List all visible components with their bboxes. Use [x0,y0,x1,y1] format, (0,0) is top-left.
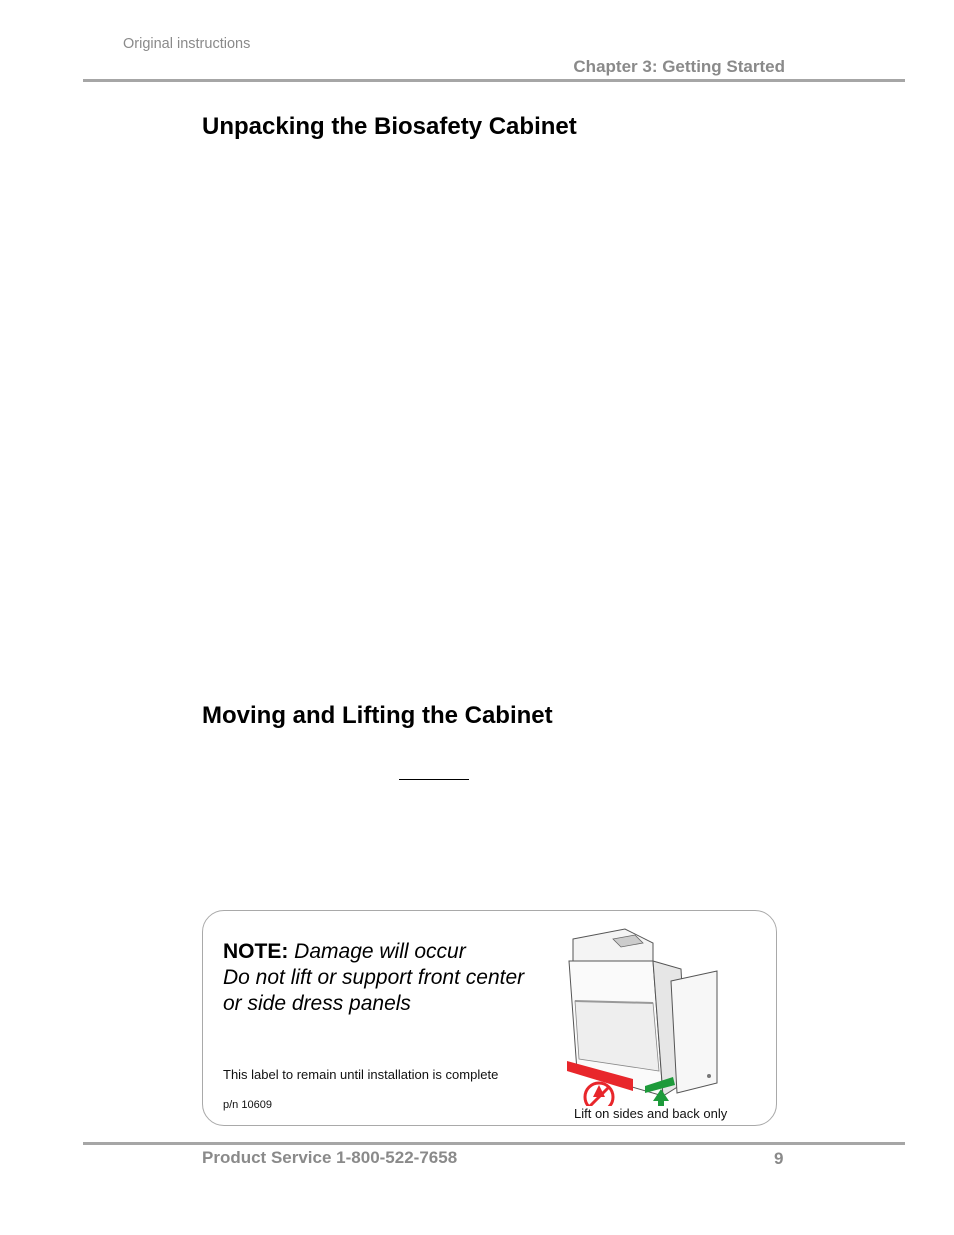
warning-label-image [202,910,777,1126]
lift-instruction: Lift on sides and back only [574,1106,728,1121]
original-instructions-note: Original instructions [123,36,251,52]
chapter-header: Chapter 3: Getting Started [573,57,785,76]
underline-mark [399,779,469,780]
product-service-phone: Product Service 1-800-522-7658 [202,1148,458,1167]
note-line-3: or side dress panels [223,992,411,1015]
warning-note [223,939,524,1017]
no-lift-icon [585,1083,613,1106]
cabinet-illustration [553,921,728,1106]
section-heading-unpacking: Unpacking the Biosafety Cabinet [202,113,577,140]
note-prefix: NOTE: [223,940,289,963]
header-rule [83,79,905,82]
footer-rule [83,1142,905,1145]
section-heading-moving: Moving and Lifting the Cabinet [202,702,553,729]
part-number: p/n 10609 [223,1099,272,1111]
label-remain-text: This label to remain until installation is complete [223,1067,499,1082]
note-line-2: Do not lift or support front center [223,966,525,989]
page-number: 9 [774,1149,784,1168]
note-line-1: Damage will occur [294,940,466,963]
